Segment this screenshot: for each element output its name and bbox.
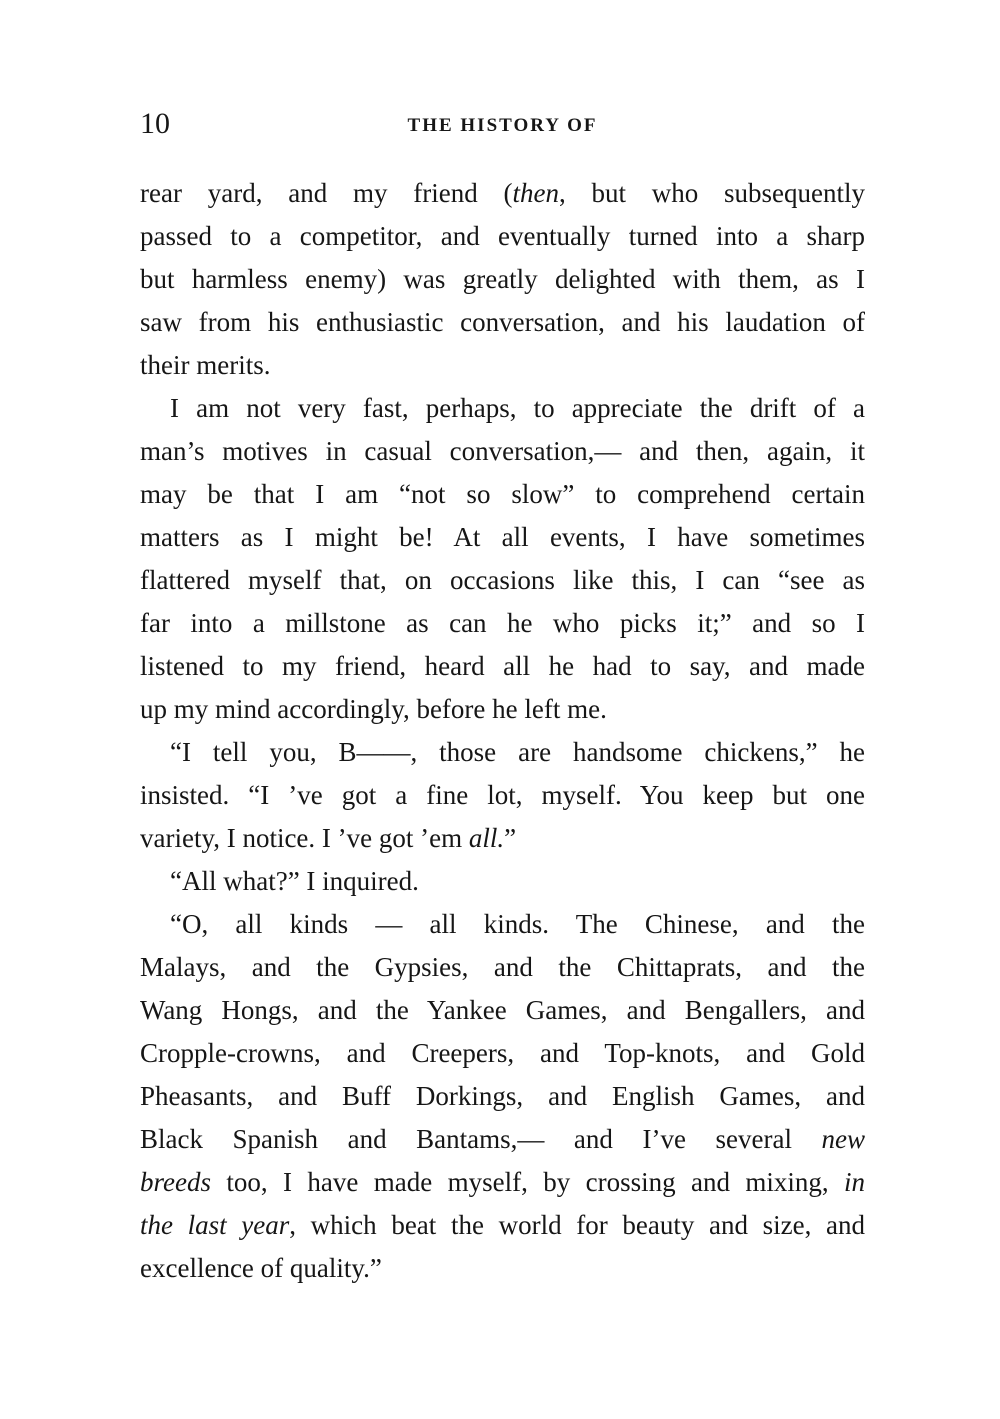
text-line — [140, 1032, 865, 1075]
text-segment: Cropple-crowns, and Creepers, and Top-knots, and Gold — [140, 1038, 865, 1068]
text-segment: , but who subsequently — [558, 178, 865, 208]
text-line — [140, 817, 865, 860]
text-segment: but harmless enemy) was greatly delighted with them, as I — [140, 264, 865, 294]
text-line — [140, 1161, 865, 1204]
text-line — [140, 860, 865, 903]
text-line — [140, 172, 865, 215]
italic-text: the last year — [140, 1210, 290, 1240]
text-segment: passed to a competitor, and eventually turned into a sharp — [140, 221, 865, 251]
text-line — [140, 688, 865, 731]
text-line — [140, 1247, 865, 1290]
text-segment: Pheasants, and Buff Dorkings, and English Games, and — [140, 1081, 865, 1111]
text-segment: variety, I notice. I ’ve got ’em — [140, 823, 469, 853]
text-segment: I am not very fast, perhaps, to appreciate the drift of a — [170, 393, 865, 423]
text-segment: their merits. — [140, 350, 271, 380]
text-line — [140, 559, 865, 602]
text-line — [140, 731, 865, 774]
text-line — [140, 602, 865, 645]
text-segment: may be that I am “not so slow” to comprehend certain — [140, 479, 865, 509]
text-segment: rear yard, and my friend ( — [140, 178, 513, 208]
running-head — [140, 104, 865, 144]
text-line — [140, 473, 865, 516]
text-segment: man’s motives in casual conversation,— and then, again, it — [140, 436, 865, 466]
text-line — [140, 258, 865, 301]
body-text — [140, 172, 865, 1290]
text-segment: excellence of quality.” — [140, 1253, 382, 1283]
text-segment: “O, all kinds — all kinds. The Chinese, and the — [170, 909, 865, 939]
text-segment: “All what?” I inquired. — [170, 866, 419, 896]
text-segment: listened to my friend, heard all he had to say, and made — [140, 651, 865, 681]
text-segment: Malays, and the Gypsies, and the Chittaprats, and the — [140, 952, 865, 982]
text-line — [140, 946, 865, 989]
text-line — [140, 301, 865, 344]
text-segment: , which beat the world for beauty and size, and — [289, 1210, 865, 1240]
text-segment: up my mind accordingly, before he left me. — [140, 694, 607, 724]
text-segment: too, I have made myself, by crossing and mixing, — [210, 1167, 844, 1197]
text-line — [140, 215, 865, 258]
text-line — [140, 989, 865, 1032]
italic-text: then — [512, 178, 559, 208]
text-segment: Wang Hongs, and the Yankee Games, and Bengallers, and — [140, 995, 865, 1025]
text-line — [140, 645, 865, 688]
text-line — [140, 903, 865, 946]
italic-text: new — [821, 1124, 865, 1154]
italic-text: in — [843, 1167, 865, 1197]
text-segment: flattered myself that, on occasions like this, I can “see as — [140, 565, 865, 595]
italic-text: all. — [468, 823, 505, 853]
text-segment: matters as I might be! At all events, I have sometimes — [140, 522, 865, 552]
text-line — [140, 1075, 865, 1118]
text-segment: ” — [504, 823, 517, 853]
text-segment: “I tell you, B——, those are handsome chickens,” he — [170, 737, 865, 767]
text-segment: far into a millstone as can he who picks it;” and so I — [140, 608, 865, 638]
text-line — [140, 1118, 865, 1161]
text-line — [140, 430, 865, 473]
running-title: THE HISTORY OF — [407, 115, 598, 136]
text-segment: Black Spanish and Bantams,— and I’ve several — [140, 1124, 822, 1154]
italic-text: breeds — [140, 1167, 211, 1197]
page-number: 10 — [140, 107, 170, 140]
text-segment: insisted. “I ’ve got a fine lot, myself. You keep but one — [140, 780, 865, 810]
text-segment: saw from his enthusiastic conversation, and his laudation of — [140, 307, 865, 337]
text-line — [140, 344, 865, 387]
text-line — [140, 774, 865, 817]
text-line — [140, 387, 865, 430]
text-line — [140, 516, 865, 559]
text-line — [140, 1204, 865, 1247]
